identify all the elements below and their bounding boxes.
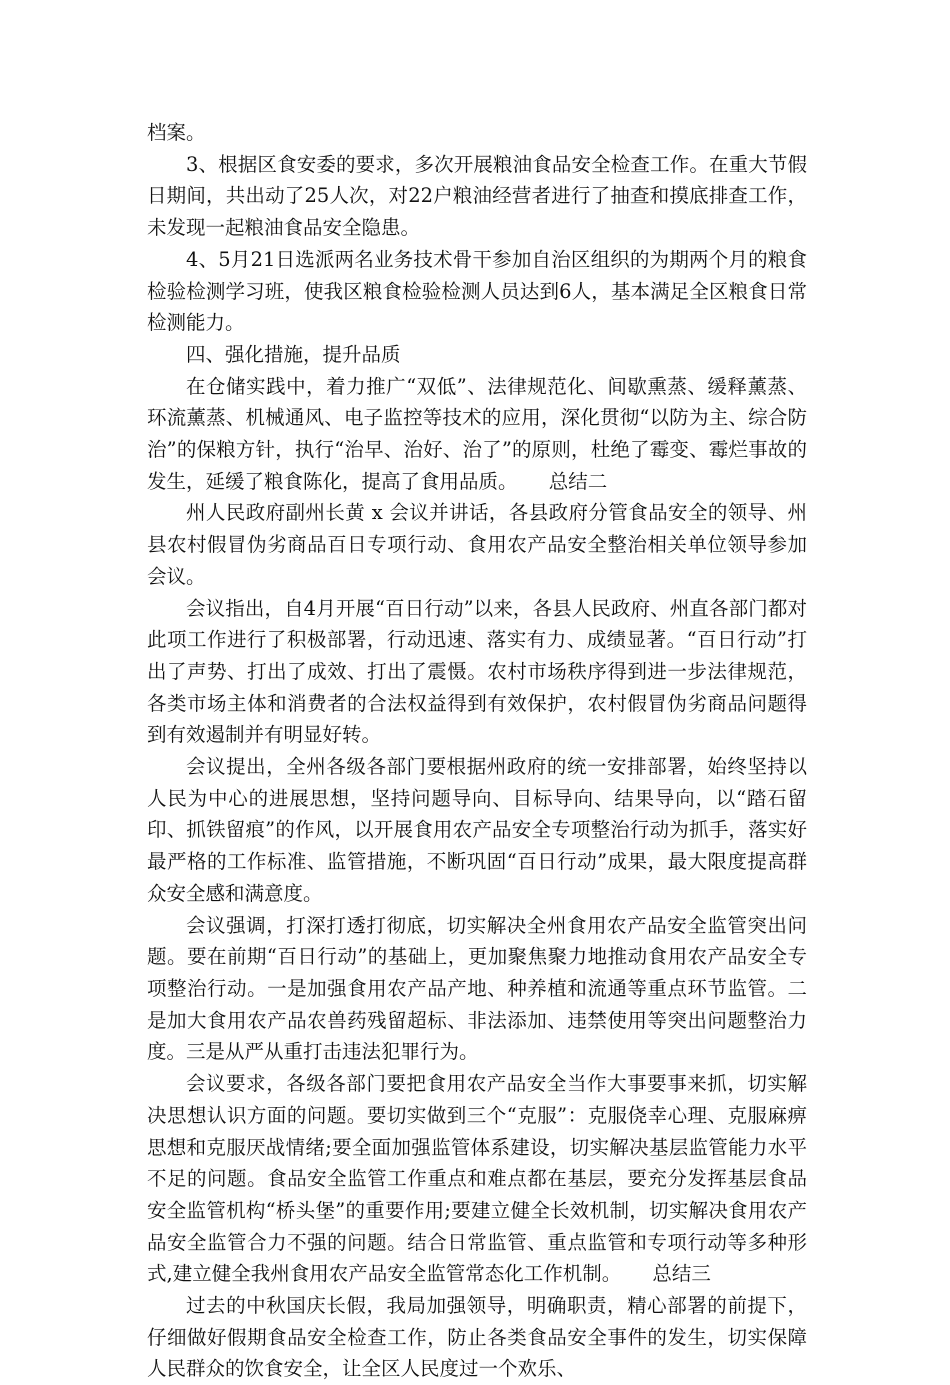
paragraph — [147, 910, 807, 1069]
paragraph — [147, 117, 807, 149]
paragraph-text: 过去的中秋国庆长假，我局加强领导，明确职责，精心部署的前提下，仔细做好假期食品安全检查工作，防止各类食品安全事件的发生，切实保障人民群众的饮食安全，让全区人民度过一个欢乐、 — [147, 1294, 807, 1381]
paragraph — [147, 751, 807, 910]
document-body — [147, 117, 807, 1385]
paragraph-text: 四、强化措施，提升品质 — [186, 342, 401, 366]
paragraph — [147, 1068, 807, 1290]
paragraph-text: 会议要求，各级各部门要把食用农产品安全当作大事要事来抓，切实解决思想认识方面的问题。要切实做到三个“克服”：克服侥幸心理、克服麻痹思想和克服厌战情绪;要全面加强监管体系建设，切实解决基层监管能力水平不足的问题。食品安全监管工作重点和难点都在基层，要充分发挥基层食品安全监管机构“桥头堡”的重要作用;要建立健全长效机制，切实解决食用农产品安全监管合力不强的问题。结合日常监管、重点监管和专项行动等多种形式,建立健全我州食用农产品安全监管常态化工作机制。 — [147, 1072, 807, 1286]
paragraph-text: 会议强调，打深打透打彻底，切实解决全州食用农产品安全监管突出问题。要在前期“百日行动”的基础上，更加聚焦聚力地推动食用农产品安全专项整治行动。一是加强食用农产品产地、种养植和流通等重点环节监管。二是加大食用农产品农兽药残留超标、非法添加、违禁使用等突出问题整治力度。三是从严从重打击违法犯罪行为。 — [147, 913, 807, 1064]
paragraph — [147, 497, 807, 592]
paragraph — [147, 593, 807, 752]
paragraph-text: 会议指出，自4月开展“百日行动”以来，各县人民政府、州直各部门都对此项工作进行了积极部署，行动迅速、落实有力、成绩显著。“百日行动”打出了声势、打出了成效、打出了震慑。农村市场秩序得到进一步法律规范，各类市场主体和消费者的合法权益得到有效保护，农村假冒伪劣商品问题得到有效遏制并有明显好转。 — [147, 596, 807, 747]
paragraph — [147, 371, 807, 498]
section-heading: 总结二 — [548, 469, 608, 493]
section-heading: 总结三 — [652, 1262, 711, 1286]
paragraph — [147, 1290, 807, 1385]
paragraph-text: 3、根据区食安委的要求，多次开展粮油食品安全检查工作。在重大节假日期间，共出动了25人次，对22户粮油经营者进行了抽查和摸底排查工作，未发现一起粮油食品安全隐患。 — [147, 152, 807, 240]
paragraph-text: 州人民政府副州长黄 x 会议并讲话，各县政府分管食品安全的领导、州县农村假冒伪劣商品百日专项行动、食用农产品安全整治相关单位领导参加会议。 — [147, 501, 807, 588]
paragraph — [147, 244, 807, 339]
paragraph — [147, 339, 807, 371]
paragraph-text: 档案。 — [147, 121, 206, 144]
paragraph-text: 4、5月21日选派两名业务技术骨干参加自治区组织的为期两个月的粮食检验检测学习班，使我区粮食检验检测人员达到6人，基本满足全区粮食日常检测能力。 — [147, 247, 807, 335]
paragraph-text: 在仓储实践中，着力推广“双低”、法律规范化、间歇熏蒸、缓释薰蒸、环流薰蒸、机械通风、电子监控等技术的应用，深化贯彻“以防为主、综合防治”的保粮方针，执行“治早、治好、治了”的原则，杜绝了霉变、霉烂事故的发生，延缓了粮食陈化，提高了食用品质。 — [147, 374, 807, 493]
paragraph — [147, 149, 807, 244]
paragraph-text: 会议提出，全州各级各部门要根据州政府的统一安排部署，始终坚持以人民为中心的进展思想，坚持问题导向、目标导向、结果导向，以“踏石留印、抓铁留痕”的作风，以开展食用农产品安全专项整治行动为抓手，落实好最严格的工作标准、监管措施，不断巩固“百日行动”成果，最大限度提高群众安全感和满意度。 — [147, 755, 807, 905]
